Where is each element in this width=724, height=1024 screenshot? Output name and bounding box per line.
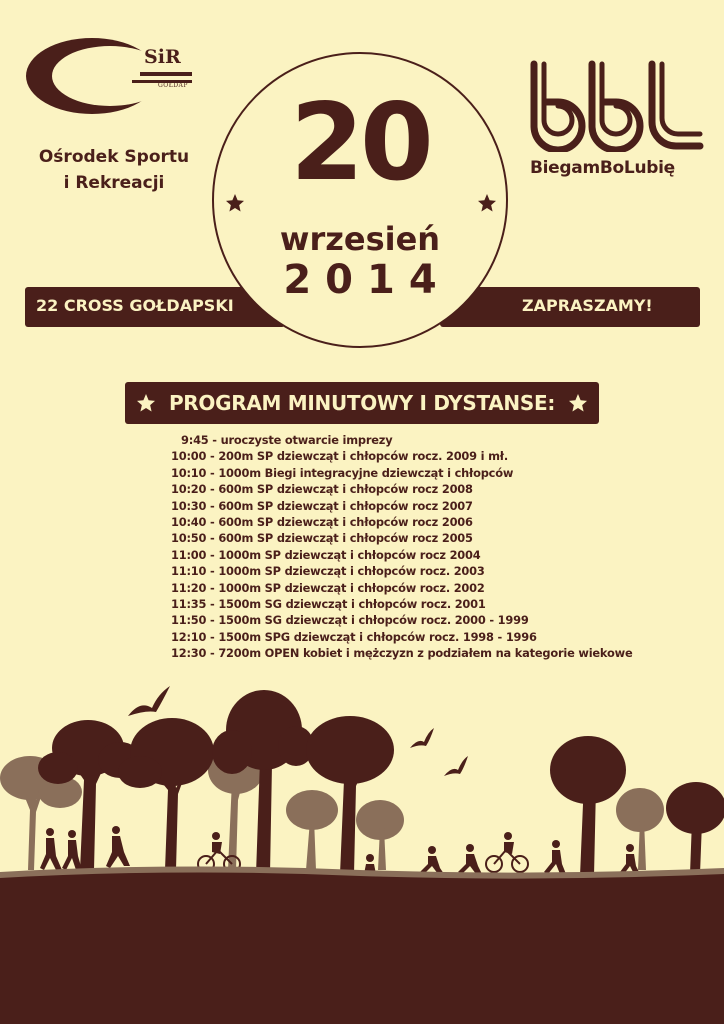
schedule-row: 12:10 - 1500m SPG dziewcząt i chłopców rocz. 1998 - 1996 (171, 629, 537, 644)
star-icon (478, 194, 496, 212)
schedule-row: 10:50 - 600m SP dziewcząt i chłopców rocz 2005 (171, 531, 473, 546)
organizer-name-line1: Ośrodek Sportu (38, 147, 190, 167)
schedule-row: 10:20 - 600m SP dziewcząt i chłopców rocz 2008 (171, 482, 473, 497)
schedule-row: 10:40 - 600m SP dziewcząt i chłopców rocz 2006 (171, 515, 473, 530)
program-heading-text: PROGRAM MINUTOWY I DYSTANSE: (168, 391, 556, 415)
schedule-row: 11:10 - 1000m SP dziewcząt i chłopców rocz. 2003 (171, 564, 485, 579)
date-circle (212, 52, 508, 348)
schedule-row: 10:00 - 200m SP dziewcząt i chłopców rocz. 2009 i mł. (171, 449, 508, 464)
organizer-name (20, 144, 208, 196)
schedule-row: 11:20 - 1000m SP dziewcząt i chłopców rocz. 2002 (171, 580, 485, 595)
osir-logo (22, 34, 198, 118)
schedule-row: 11:00 - 1000m SP dziewcząt i chłopców rocz 2004 (171, 547, 481, 562)
program-heading (125, 382, 599, 424)
schedule-list (171, 432, 671, 662)
event-name: 22 CROSS GOŁDAPSKI (36, 296, 234, 315)
date-year: 2014 (283, 257, 451, 303)
osir-logo-text: SiR (144, 46, 181, 68)
date-day: 20 (290, 81, 430, 204)
schedule-row: 9:45 - uroczyste otwarcie imprezy (181, 433, 393, 447)
schedule-row: 10:30 - 600m SP dziewcząt i chłopców rocz 2007 (171, 498, 473, 513)
osir-logo-town: GOŁDAP (158, 82, 188, 89)
organizer-name-line2: i Rekreacji (63, 173, 165, 193)
schedule-row: 11:50 - 1500m SG dziewcząt i chłopców rocz. 2000 - 1999 (171, 613, 529, 628)
invitation-text: ZAPRASZAMY! (522, 296, 653, 315)
schedule-row: 12:30 - 7200m OPEN kobiet i mężczyzn z podziałem na kategorie wiekowe (171, 646, 633, 661)
star-icon (569, 394, 587, 412)
bbl-logo-mark (526, 60, 706, 152)
ground (0, 868, 724, 1024)
schedule-row: 10:10 - 1000m Biegi integracyjne dziewcząt i chłopców (171, 465, 514, 480)
star-icon (226, 194, 244, 212)
forest-scenery (0, 660, 724, 1024)
date-month: wrzesień (279, 220, 441, 258)
bbl-tagline: BiegamBoLubię (530, 158, 675, 178)
bbl-logo (526, 60, 706, 152)
schedule-row: 11:35 - 1500m SG dziewcząt i chłopców rocz. 2001 (171, 597, 486, 612)
runner-icon (40, 826, 640, 874)
